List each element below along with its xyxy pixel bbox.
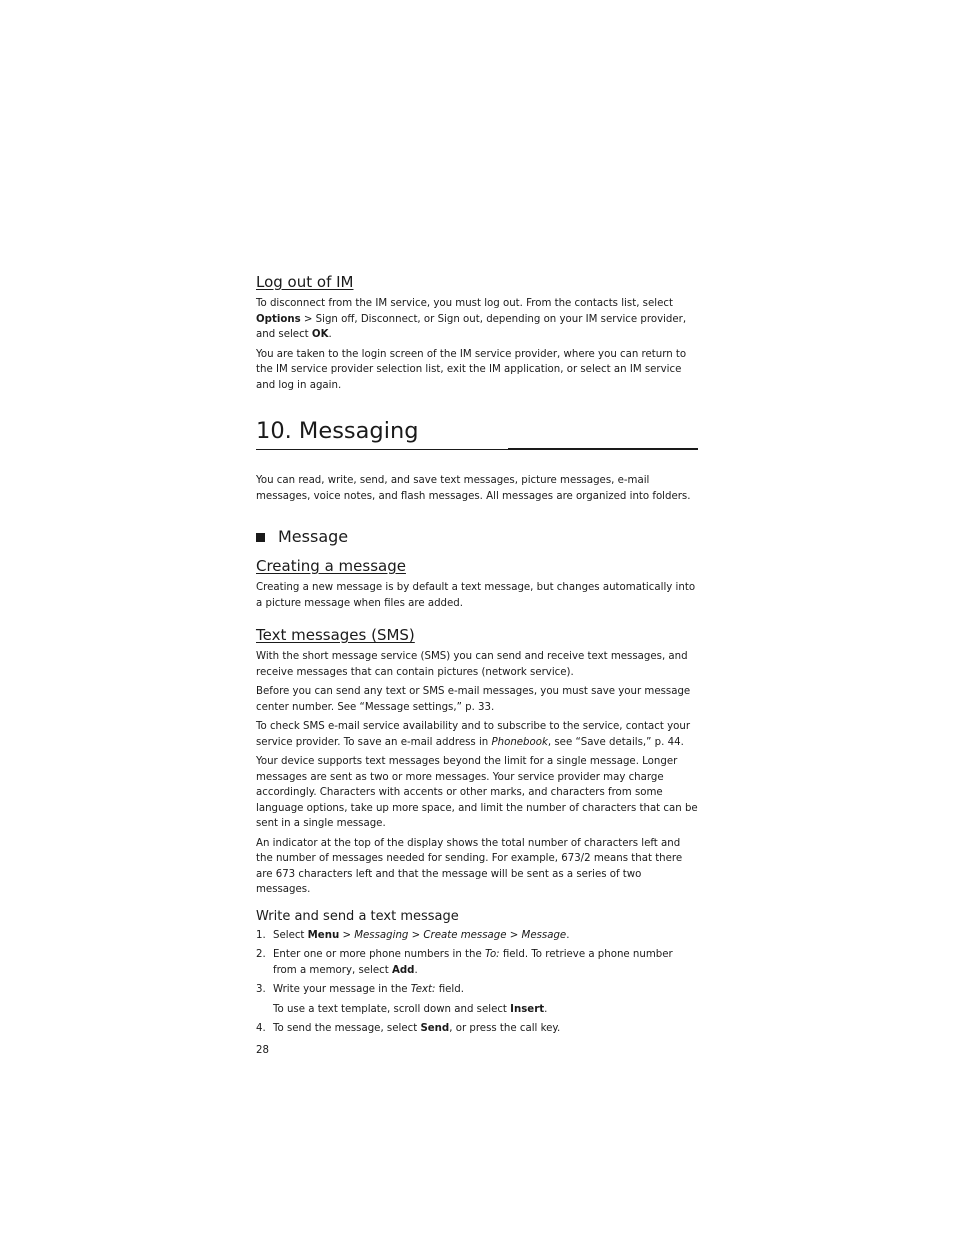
step-number: 2. bbox=[256, 949, 266, 960]
step-item bbox=[256, 947, 698, 978]
step-number: 4. bbox=[256, 1023, 266, 1034]
step-text: Enter one or more phone numbers in the To: field. To retrieve a phone number from a memory, select Add. bbox=[273, 949, 673, 976]
logout-paragraph-2: You are taken to the login screen of the IM service provider, where you can return to the IM service provider selection list, exit the IM application, or select an IM service and log in again. bbox=[256, 348, 687, 391]
step-item bbox=[256, 928, 698, 944]
sms-heading: Text messages (SMS) bbox=[256, 626, 415, 644]
chapter-intro: You can read, write, send, and save text messages, picture messages, e-mail messages, voice notes, and flash messages. All messages are organized into folders. bbox=[256, 475, 691, 502]
chapter-title: 10. Messaging bbox=[256, 418, 419, 444]
square-bullet-icon bbox=[256, 533, 265, 542]
message-section-title: Message bbox=[278, 527, 349, 546]
write-send-steps-cont bbox=[256, 1021, 698, 1037]
step-number: 1. bbox=[256, 929, 266, 941]
step-item bbox=[256, 982, 698, 998]
step-item bbox=[256, 1021, 698, 1037]
write-send-heading: Write and send a text message bbox=[256, 908, 459, 924]
sms-paragraph-5: An indicator at the top of the display shows the total number of characters left and the number of messages needed for sending. For example, 673/2 means that there are 673 characters left and that the message will be sent as a series of two messages. bbox=[256, 837, 683, 895]
logout-heading: Log out of IM bbox=[256, 273, 354, 291]
sms-paragraph-2: Before you can send any text or SMS e-mail messages, you must save your message center number. See “Message settings,” p. 33. bbox=[256, 686, 691, 713]
sms-paragraph-3: To check SMS e-mail service availability and to subscribe to the service, contact your service provider. To save an e-mail address in Phonebook, see “Save details,” p. 44. bbox=[256, 721, 691, 748]
message-section-heading bbox=[256, 526, 698, 548]
step-text: Write your message in the Text: field. bbox=[273, 984, 464, 995]
page-number: 28 bbox=[256, 1044, 269, 1056]
creating-heading: Creating a message bbox=[256, 557, 406, 575]
step-text: To send the message, select Send, or press the call key. bbox=[273, 1023, 561, 1034]
step-text: Select Menu > Messaging > Create message > Message. bbox=[273, 929, 570, 941]
logout-paragraph-1: To disconnect from the IM service, you must log out. From the contacts list, select Options > Sign off, Disconnect, or Sign out, depending on your IM service provider, and select OK. bbox=[256, 298, 687, 340]
sms-paragraph-4: Your device supports text messages beyond the limit for a single message. Longer messages are sent as two or more messages. Your service provider may charge accordingly. Characters with accents or other marks, and characters from some language options, take up more space, and limit the number of characters that can be sent in a single message. bbox=[256, 756, 698, 829]
step-number: 3. bbox=[256, 984, 266, 995]
creating-paragraph: Creating a new message is by default a text message, but changes automatically into a picture message when files are added. bbox=[256, 582, 696, 609]
manual-page bbox=[256, 272, 698, 1056]
step-3-note: To use a text template, scroll down and select Insert. bbox=[273, 1003, 548, 1015]
sms-paragraph-1: With the short message service (SMS) you can send and receive text messages, and receive messages that can contain pictures (network service). bbox=[256, 651, 688, 678]
chapter-rule bbox=[256, 448, 698, 451]
write-send-steps bbox=[256, 928, 698, 998]
